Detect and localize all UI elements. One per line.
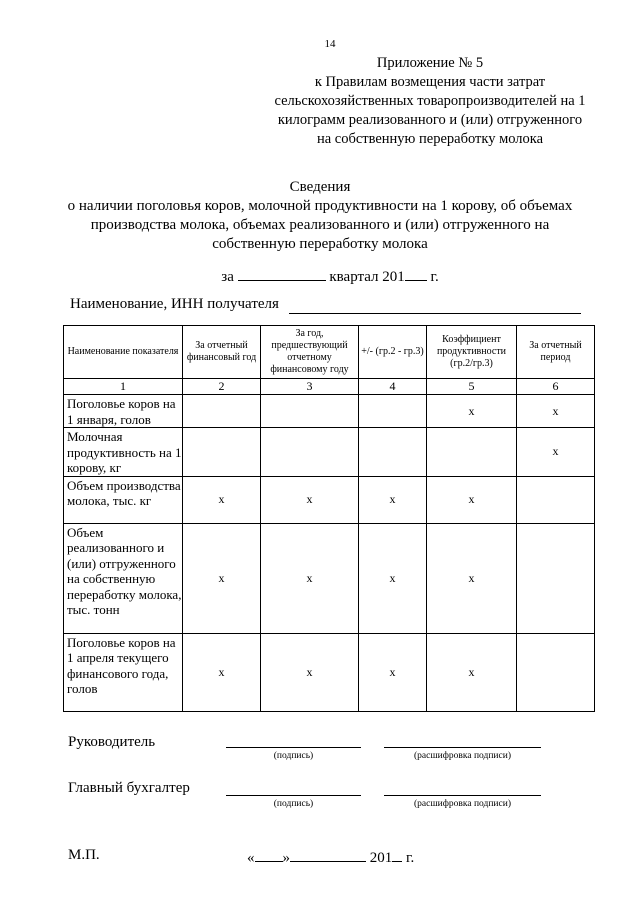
head-signature-line[interactable] (226, 747, 361, 748)
table-row (64, 523, 595, 633)
table-cell: x (261, 476, 359, 523)
table-cell[interactable] (359, 428, 427, 477)
year-blank[interactable] (405, 266, 427, 281)
recipient-row (70, 296, 279, 313)
head-label: Руководитель (68, 734, 156, 750)
appendix-line: к Правилам возмещения части затрат (314, 74, 546, 90)
column-number: 1 (64, 379, 183, 395)
date-open-quote: « (247, 850, 255, 866)
column-number: 5 (427, 379, 517, 395)
date-line (247, 847, 414, 867)
row-label: Поголовье коров на 1 января, голов (64, 395, 183, 428)
column-number: 3 (261, 379, 359, 395)
quarter-blank[interactable] (238, 266, 326, 281)
accountant-decode-line[interactable] (384, 795, 541, 796)
column-number: 4 (359, 379, 427, 395)
table-row (64, 633, 595, 711)
head-signature-caption: (подпись) (273, 751, 314, 761)
header-cell: +/- (гр.2 - гр.3) (359, 326, 427, 379)
table-cell[interactable] (261, 395, 359, 428)
header-cell: За год, предшествующий отчетному финансовому году (261, 326, 359, 379)
accountant-label: Главный бухгалтер (68, 780, 190, 796)
accountant-signature-caption: (подпись) (273, 799, 314, 809)
header-cell: Коэффициент продуктивности (гр.2/гр.3) (427, 326, 517, 379)
appendix-line: на собственную переработку молока (316, 131, 544, 147)
table-cell: x (261, 633, 359, 711)
title-line: о наличии поголовья коров, молочной продуктивности на 1 корову, об объемах (67, 198, 573, 214)
period-middle: квартал 201 (329, 269, 405, 285)
table-row (64, 428, 595, 477)
row-label: Поголовье коров на 1 апреля текущего финансового года, голов (64, 633, 183, 711)
table-cell: x (359, 633, 427, 711)
table-row (64, 476, 595, 523)
header-cell: За отчетный финансовый год (183, 326, 261, 379)
date-year-suffix: г. (406, 850, 415, 866)
header-cell: Наименование показателя (64, 326, 183, 379)
table-cell: x (427, 395, 517, 428)
title-line: собственную переработку молока (212, 236, 428, 252)
page-number: 14 (324, 38, 336, 50)
table-cell: x (427, 633, 517, 711)
row-label: Объем реализованного и (или) отгруженного на собственную переработку молока, тыс. тонн (64, 523, 183, 633)
table-cell: x (359, 523, 427, 633)
table-cell: x (261, 523, 359, 633)
day-blank[interactable] (255, 847, 283, 862)
period-prefix: за (221, 269, 234, 285)
accountant-decode-caption: (расшифровка подписи) (414, 799, 511, 809)
table-cell: x (183, 476, 261, 523)
table-cell[interactable] (261, 428, 359, 477)
title-heading: Сведения (289, 179, 351, 195)
table-cell: x (427, 523, 517, 633)
column-number: 2 (183, 379, 261, 395)
table-cell[interactable] (517, 523, 595, 633)
table-cell: x (517, 428, 595, 477)
table-header-row (64, 326, 595, 379)
appendix-line: сельскохозяйственных товаропроизводителей на 1 (274, 93, 586, 109)
appendix-line: Приложение № 5 (376, 55, 484, 71)
period-suffix: г. (430, 269, 439, 285)
document-title (40, 178, 600, 254)
appendix-line: килограмм реализованного и (или) отгруженного (277, 112, 583, 128)
recipient-blank[interactable] (289, 313, 581, 314)
head-decode-caption: (расшифровка подписи) (414, 751, 511, 761)
row-label: Объем производства молока, тыс. кг (64, 476, 183, 523)
table-cell[interactable] (427, 428, 517, 477)
date-year-blank[interactable] (392, 847, 402, 862)
accountant-signature-line[interactable] (226, 795, 361, 796)
table-cell: x (183, 633, 261, 711)
table-cell[interactable] (183, 395, 261, 428)
data-table (63, 325, 595, 712)
header-cell: За отчетный период (517, 326, 595, 379)
stamp-label: М.П. (68, 847, 100, 863)
month-blank[interactable] (290, 847, 366, 862)
table-cell: x (427, 476, 517, 523)
table-cell[interactable] (517, 633, 595, 711)
row-label: Молочная продуктивность на 1 корову, кг (64, 428, 183, 477)
recipient-label: Наименование, ИНН получателя (70, 296, 279, 312)
head-decode-line[interactable] (384, 747, 541, 748)
table-cell: x (183, 523, 261, 633)
table-cell[interactable] (517, 476, 595, 523)
column-number-row (64, 379, 595, 395)
column-number: 6 (517, 379, 595, 395)
period-line (0, 266, 640, 286)
table-cell[interactable] (359, 395, 427, 428)
appendix-note (240, 54, 620, 149)
date-close-quote: » (282, 850, 290, 866)
table-cell: x (359, 476, 427, 523)
table-row (64, 395, 595, 428)
date-year: 201 (369, 850, 393, 866)
table-cell: x (517, 395, 595, 428)
title-line: производства молока, объемах реализованного и (или) отгруженного на (90, 217, 550, 233)
table-cell[interactable] (183, 428, 261, 477)
